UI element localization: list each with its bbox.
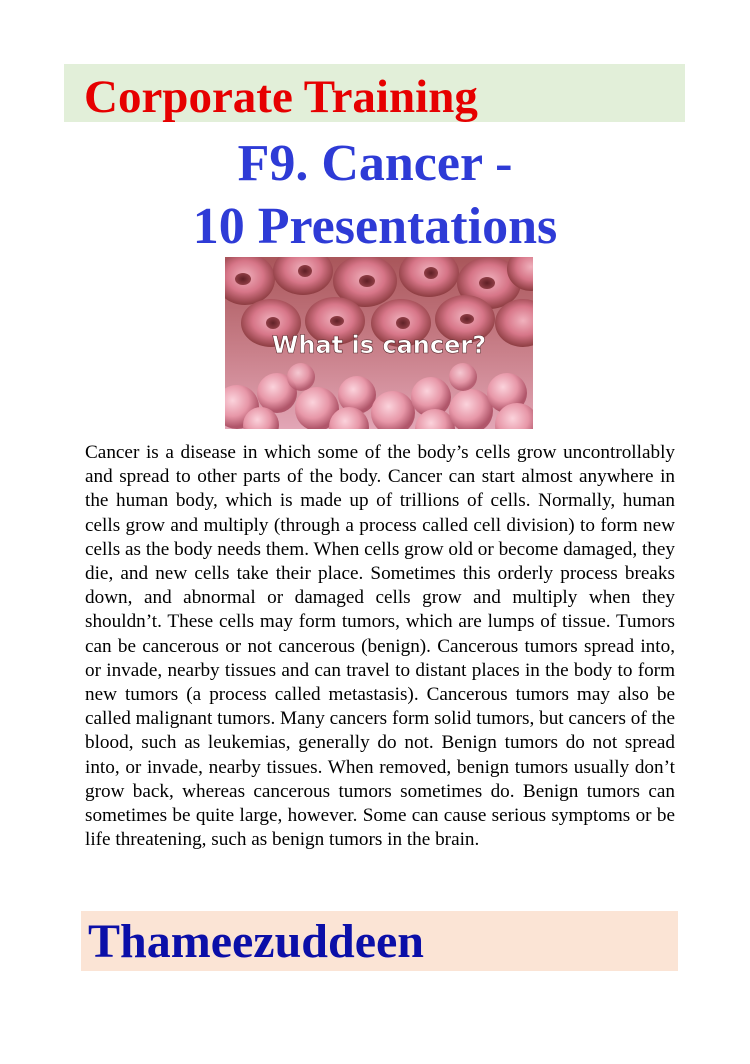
document-title-line-1: F9. Cancer -: [237, 135, 513, 192]
header-title: Corporate Training: [84, 71, 478, 123]
author-name: Thameezuddeen: [88, 915, 424, 968]
document-title-line-2: 10 Presentations: [192, 198, 558, 255]
hero-caption: What is cancer?: [271, 331, 487, 359]
body-paragraph: Cancer is a disease in which some of the body’s cells grow uncontrollably and spread to other parts of the body. Cancer can start almost anywhere in the human body, which is made up of trillions of cells. Normally, human cells grow and multiply (through a process called cell division) to form new cells as the body needs them. When cells grow old or become damaged, they die, and new cells take their place. Sometimes this orderly process breaks down, and abnormal or damaged cells grow and multiply when they shouldn’t. These cells may form tumors, which are lumps of tissue. Tumors can be cancerous or not cancerous (benign). Cancerous tumors spread into, or invade, nearby tissues and can travel to distant places in the body to form new tumors (a process called metastasis). Cancerous tumors may also be called malignant tumors. Many cancers form solid tumors, but cancers of the blood, such as leukemias, generally do not. Benign tumors do not spread into, or invade, nearby tissues. When removed, benign tumors usually don’t grow back, whereas cancerous tumors sometimes do. Benign tumors can sometimes be quite large, however. Some can cause serious symptoms or be life threatening, such as benign tumors in the brain.: [85, 442, 675, 851]
cell-illustration: [225, 257, 533, 429]
hero-image: [225, 257, 533, 429]
